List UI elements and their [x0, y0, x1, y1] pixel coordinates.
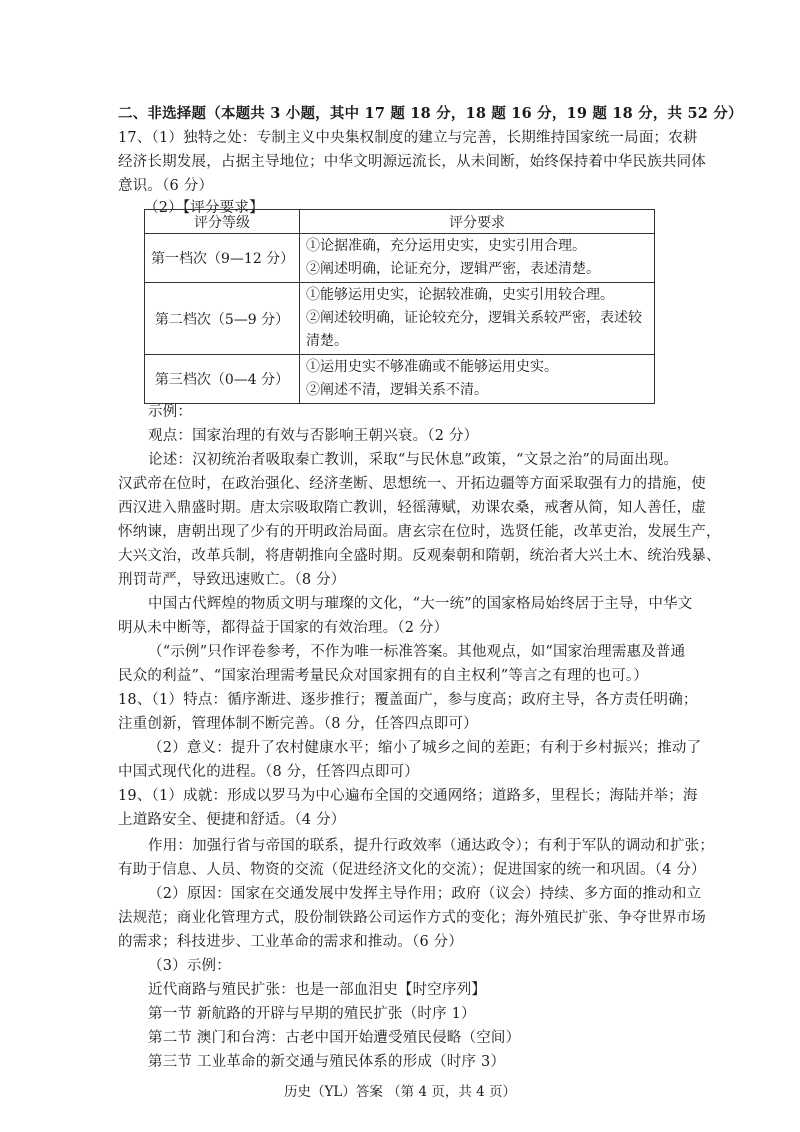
- example-note: （“示例”只作评卷参考，不作为唯一标准答案。其他观点，如“国家治理需惠及普通: [148, 644, 686, 660]
- page-footer: 历史（YL）答案 （第 4 页，共 4 页）: [283, 1084, 516, 1100]
- example-line: 怀纳谏，唐朝出现了少有的开明政治局面。唐玄宗在位时，选贤任能，改革吏治，发展生产，: [118, 524, 721, 540]
- q19-line: （2）原因：国家在交通发展中发挥主导作用；政府（议会）持续、多方面的推动和立: [148, 886, 702, 902]
- q19-line: 有助于信息、人员、物资的交流（促进经济文化的交流）；促进国家的统一和巩固。（4 分）: [118, 862, 706, 878]
- grading-table: [144, 209, 655, 404]
- q19-line: 近代商路与殖民扩张：也是一部血泪史【时空序列】: [148, 982, 487, 998]
- q19-line: 法规范；商业化管理方式，股份制铁路公司运作方式的变化；海外殖民扩张、争夺世界市场: [118, 910, 706, 926]
- table-header-row: [145, 210, 655, 234]
- requirement-line: ①运用史实不够准确或不能够运用史实。: [306, 359, 558, 375]
- example-note: 民众的利益”、“国家治理需考量民众对国家拥有的自主权利”等言之有理的也可。）: [118, 668, 649, 684]
- table-row: [145, 355, 655, 404]
- q17-part2-label: （2）【评分要求】: [144, 200, 264, 216]
- requirement-line: ②阐述不清，逻辑关系不清。: [306, 382, 488, 398]
- example-line: 论述：汉初统治者吸取秦亡教训，采取“与民休息”政策，“文景之治”的局面出现。: [148, 452, 679, 468]
- grade-level: 第二档次（5—9 分）: [145, 283, 300, 355]
- example-line: 明从未中断等，都得益于国家的有效治理。（2 分）: [118, 620, 449, 636]
- q19-line: 的需求；科技进步、工业革命的需求和推动。（6 分）: [118, 934, 464, 950]
- q18-line: 注重创新，管理体制不断完善。（8 分，任答四点即可）: [118, 716, 478, 732]
- q17-line: 经济长期发展，占据主导地位；中华文明源远流长，从未间断，始终保持着中华民族共同体: [118, 154, 706, 170]
- example-label: 示例：: [148, 404, 193, 420]
- q19-line: 第三节 工业革命的新交通与殖民体系的形成（时序 3）: [148, 1054, 506, 1070]
- table-row: [145, 234, 655, 283]
- grade-requirement: [300, 234, 655, 283]
- q17-line: 意识。（6 分）: [118, 178, 214, 194]
- requirement-line: ②阐述明确，论证充分，逻辑严密，表述清楚。: [306, 261, 600, 277]
- q19-line: 上道路安全、便捷和舒适。（4 分）: [118, 812, 346, 828]
- section-heading: 二、非选择题（本题共 3 小题，其中 17 题 18 分，18 题 16 分，19 题 18 分，共 52 分）: [118, 105, 743, 122]
- grade-requirement: [300, 283, 655, 355]
- grade-level: 第三档次（0—4 分）: [145, 355, 300, 404]
- requirement-line: ②阐述较明确，证论较充分，逻辑关系较严密，表述较: [306, 310, 642, 326]
- example-line: 刑罚苛严，导致迅速败亡。（8 分）: [118, 572, 346, 588]
- grade-level: 第一档次（9—12 分）: [145, 234, 300, 283]
- q19-line: （3）示例：: [148, 958, 231, 974]
- q18-line: 中国式现代化的进程。（8 分，任答四点即可）: [118, 764, 419, 780]
- example-line: 西汉进入鼎盛时期。唐太宗吸取隋亡教训，轻徭薄赋，劝课农桑，戒奢从简，知人善任，虚: [118, 500, 706, 516]
- q17-line: 17、（1）独特之处：专制主义中央集权制度的建立与完善，长期维持国家统一局面；农耕: [118, 130, 698, 146]
- table-header-level: 评分等级: [145, 210, 300, 234]
- q19-line: 19、（1）成就：形成以罗马为中心遍布全国的交通网络；道路多，里程长；海陆并举；海: [118, 788, 698, 804]
- table-row: [145, 283, 655, 355]
- requirement-line: 清楚。: [306, 333, 348, 349]
- grade-requirement: [300, 355, 655, 404]
- q18-line: （2）意义：提升了农村健康水平；缩小了城乡之间的差距；有利于乡村振兴；推动了: [148, 740, 702, 756]
- example-line: 大兴文治，改革兵制，将唐朝推向全盛时期。反观秦朝和隋朝，统治者大兴土木、统治残暴、: [118, 548, 721, 564]
- example-line: 观点：国家治理的有效与否影响王朝兴衰。（2 分）: [148, 428, 479, 444]
- example-line: 汉武帝在位时，在政治强化、经济垄断、思想统一、开拓边疆等方面采取强有力的措施，使: [118, 476, 706, 492]
- table-header-requirement: 评分要求: [300, 210, 655, 234]
- requirement-line: ①能够运用史实，论据较准确，史实引用较合理。: [306, 287, 614, 303]
- q19-line: 第二节 澳门和台湾：古老中国开始遭受殖民侵略（空间）: [148, 1030, 521, 1046]
- q18-line: 18、（1）特点：循序渐进、逐步推行；覆盖面广，参与度高；政府主导，各方责任明确；: [118, 692, 698, 708]
- requirement-line: ①论据准确，充分运用史实，史实引用合理。: [306, 238, 586, 254]
- q19-line: 第一节 新航路的开辟与早期的殖民扩张（时序 1）: [148, 1006, 476, 1022]
- example-line: 中国古代辉煌的物质文明与璀璨的文化，“大一统”的国家格局始终居于主导，中华文: [148, 596, 693, 612]
- q19-line: 作用：加强行省与帝国的联系，提升行政效率（通达政令）；有利于军队的调动和扩张；: [148, 838, 715, 854]
